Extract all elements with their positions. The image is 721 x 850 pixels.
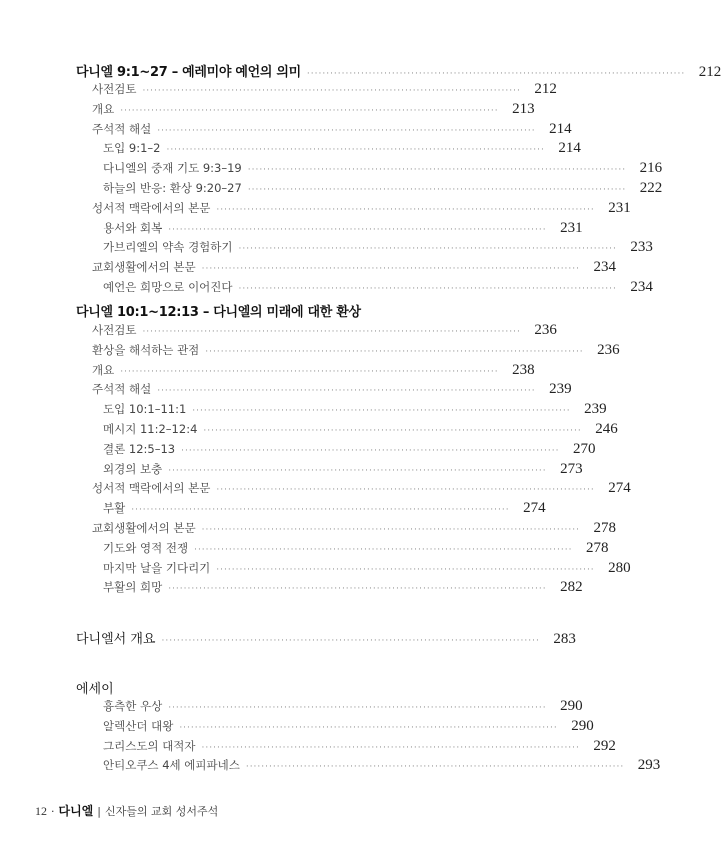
- toc-entry-title: 부활의 희망: [103, 580, 163, 595]
- toc-entry-title: 주석적 해설: [92, 382, 152, 397]
- footer-separator: ·: [51, 805, 55, 818]
- toc-entry-title: 주석적 해설: [92, 121, 152, 136]
- toc-entry-title: 메시지 11:2–12:4: [103, 422, 198, 436]
- toc-entry-title: 다니엘 9:1~27 – 예레미야 예언의 의미: [76, 65, 301, 80]
- toc-entry-title: 알렉산더 대왕: [103, 718, 174, 733]
- leader-dots: ··································································································: [120, 366, 499, 377]
- leader-dots: ··································································································: [157, 386, 536, 397]
- toc-subentry[interactable]: [103, 559, 631, 577]
- leader-dots: ··································································································: [142, 86, 521, 96]
- toc-entry-title: 다니엘서 개요: [76, 632, 156, 647]
- toc-subentry[interactable]: [103, 717, 594, 735]
- leader-dots: ··································································································: [161, 636, 540, 646]
- leader-dots: ··································································································: [245, 762, 625, 773]
- footer-divider: |: [97, 805, 101, 818]
- leader-dots: ··································································································: [201, 525, 581, 535]
- footer-series-title: 신자들의 교회 성서주석: [105, 805, 219, 818]
- leader-dots: ··································································································: [216, 485, 595, 496]
- toc-subentry[interactable]: [103, 757, 661, 774]
- leader-dots: ··································································································: [238, 284, 617, 294]
- leader-dots: ··································································································: [306, 69, 686, 79]
- toc-entry-title: 다니엘의 중재 기도 9:3–19: [103, 161, 242, 176]
- toc-subentry[interactable]: [103, 698, 583, 715]
- toc-page-number: 239: [584, 401, 607, 418]
- toc-entry-title: 사전검토: [92, 82, 137, 96]
- toc-page-number: 278: [593, 520, 617, 536]
- toc-entry[interactable]: [92, 480, 631, 497]
- leader-dots: ··································································································: [247, 165, 627, 176]
- toc-page-number: 239: [549, 381, 572, 398]
- toc-subentry[interactable]: [103, 180, 663, 197]
- toc-page-number: 246: [595, 421, 618, 437]
- footer-page-number: 12: [35, 804, 47, 818]
- overview-entry[interactable]: [76, 628, 576, 648]
- toc-subentry[interactable]: [103, 539, 609, 557]
- toc-page-number: 214: [549, 120, 572, 137]
- toc-entry[interactable]: [92, 120, 572, 138]
- toc-entry[interactable]: [92, 361, 535, 379]
- leader-dots: ··································································································: [216, 204, 595, 215]
- leader-dots: ··································································································: [205, 346, 584, 357]
- leader-dots: ··································································································: [216, 564, 595, 575]
- leader-dots: ··································································································: [247, 185, 627, 195]
- toc-entry[interactable]: [92, 199, 631, 217]
- toc-page-number: 213: [512, 100, 535, 117]
- toc-page-number: 270: [572, 440, 596, 457]
- leader-dots: ··································································································: [168, 584, 547, 595]
- toc-entry-title: 마지막 날을 기다리기: [103, 560, 211, 575]
- toc-page-number: 222: [639, 180, 663, 196]
- toc-page-number: 274: [523, 500, 546, 517]
- toc-entry-title: 도입 10:1–11:1: [103, 402, 187, 417]
- toc-page-number: 274: [608, 480, 631, 497]
- leader-dots: ··································································································: [120, 105, 499, 116]
- leader-dots: ··································································································: [238, 244, 617, 255]
- toc-subentry[interactable]: [103, 279, 653, 296]
- toc-entry-title: 흉측한 우상: [103, 699, 163, 713]
- toc-page-number: 282: [560, 579, 583, 596]
- leader-dots: ··································································································: [194, 544, 573, 555]
- toc-page-number: 231: [608, 199, 631, 216]
- toc-page-number: 278: [585, 539, 609, 556]
- toc-subentry[interactable]: [103, 737, 616, 755]
- toc-entry-title: 교회생활에서의 본문: [92, 521, 196, 535]
- toc-entry-title: 용서와 회복: [103, 220, 163, 235]
- toc-entry-title: 성서적 맥락에서의 본문: [92, 481, 211, 496]
- toc-page-number: 293: [637, 757, 661, 774]
- leader-dots: ··································································································: [181, 445, 560, 456]
- toc-entry-title: 안티오쿠스 4세 에피파네스: [103, 758, 240, 773]
- leader-dots: ··································································································: [142, 327, 521, 337]
- leader-dots: ··································································································: [179, 722, 558, 733]
- leader-dots: ··································································································: [168, 224, 547, 235]
- toc-page-number: 236: [597, 341, 620, 358]
- toc-entry-title: 외경의 보충: [103, 461, 163, 476]
- toc-entry-title: 예언은 희망으로 이어진다: [103, 280, 233, 294]
- footer-book-title: 다니엘: [58, 804, 94, 818]
- toc-subentry[interactable]: [103, 239, 653, 256]
- toc-entry[interactable]: [92, 520, 617, 537]
- leader-dots: ··································································································: [201, 742, 580, 753]
- toc-subentry[interactable]: [103, 500, 546, 517]
- section-heading[interactable]: [76, 61, 721, 81]
- toc-page-number: 214: [558, 140, 581, 157]
- toc-entry-title: 그리스도의 대적자: [103, 738, 196, 753]
- toc-entry-title: 하늘의 반응: 환상 9:20–27: [103, 181, 242, 195]
- toc-subentry[interactable]: [103, 140, 581, 157]
- toc-page-number: 238: [512, 361, 535, 378]
- toc-subentry[interactable]: [103, 579, 583, 596]
- toc-subentry[interactable]: [103, 460, 583, 478]
- toc-entry-title: 사전검토: [92, 323, 137, 337]
- toc-page-number: 234: [630, 279, 653, 295]
- leader-dots: ··································································································: [192, 406, 571, 417]
- leader-dots: ··································································································: [203, 426, 582, 436]
- toc-subentry[interactable]: [103, 421, 618, 438]
- toc-entry-title: 결론 12:5–13: [103, 441, 176, 456]
- toc-page-number: 216: [639, 160, 663, 177]
- toc-entry[interactable]: [92, 259, 617, 276]
- toc-page-number: 212: [534, 81, 557, 97]
- toc-page-number: 280: [608, 559, 631, 576]
- toc-page-number: 283: [553, 631, 576, 647]
- toc-entry-title: 교회생활에서의 본문: [92, 260, 196, 275]
- toc-entry[interactable]: [92, 81, 557, 98]
- toc-page-number: 236: [534, 322, 557, 338]
- toc-entry-title: 다니엘 10:1~12:13 – 다니엘의 미래에 대한 환상: [76, 305, 361, 320]
- toc-page-number: 231: [560, 219, 583, 236]
- toc-page-number: 234: [593, 259, 617, 276]
- toc-entry-title: 개요: [92, 362, 115, 377]
- toc-page-number: 212: [698, 64, 721, 80]
- leader-dots: ··································································································: [157, 125, 536, 136]
- toc-subentry[interactable]: [103, 440, 596, 458]
- toc-entry-title: 기도와 영적 전쟁: [103, 540, 189, 555]
- leader-dots: ··································································································: [131, 505, 510, 516]
- toc-entry[interactable]: [92, 381, 572, 398]
- toc-subentry[interactable]: [103, 219, 583, 237]
- toc-page-number: 292: [593, 737, 616, 754]
- toc-entry-title: 도입 9:1–2: [103, 141, 161, 156]
- toc-entry[interactable]: [92, 322, 557, 339]
- toc-entry-title: 환상을 해석하는 관점: [92, 342, 200, 357]
- toc-entry-title: 개요: [92, 101, 115, 116]
- leader-dots: ··································································································: [168, 703, 547, 713]
- toc-entry-title: 성서적 맥락에서의 본문: [92, 200, 211, 215]
- toc-subentry[interactable]: [103, 401, 607, 418]
- toc-page-number: 290: [560, 698, 583, 714]
- leader-dots: ··································································································: [168, 465, 547, 476]
- essays-heading: 에세이: [76, 682, 114, 697]
- leader-dots: ··································································································: [166, 145, 545, 156]
- toc-entry-title: 부활: [103, 501, 126, 516]
- toc-entry[interactable]: [92, 100, 535, 118]
- toc-subentry[interactable]: [103, 160, 663, 177]
- toc-entry-title: 가브리엘의 약속 경험하기: [103, 240, 233, 255]
- toc-page-number: 273: [560, 460, 583, 477]
- page-footer: [35, 802, 218, 819]
- section-heading[interactable]: [76, 301, 487, 320]
- toc-page-number: 290: [571, 717, 594, 734]
- toc-page-number: 233: [630, 239, 653, 256]
- toc-entry[interactable]: [92, 341, 620, 359]
- leader-dots: ··································································································: [201, 264, 581, 275]
